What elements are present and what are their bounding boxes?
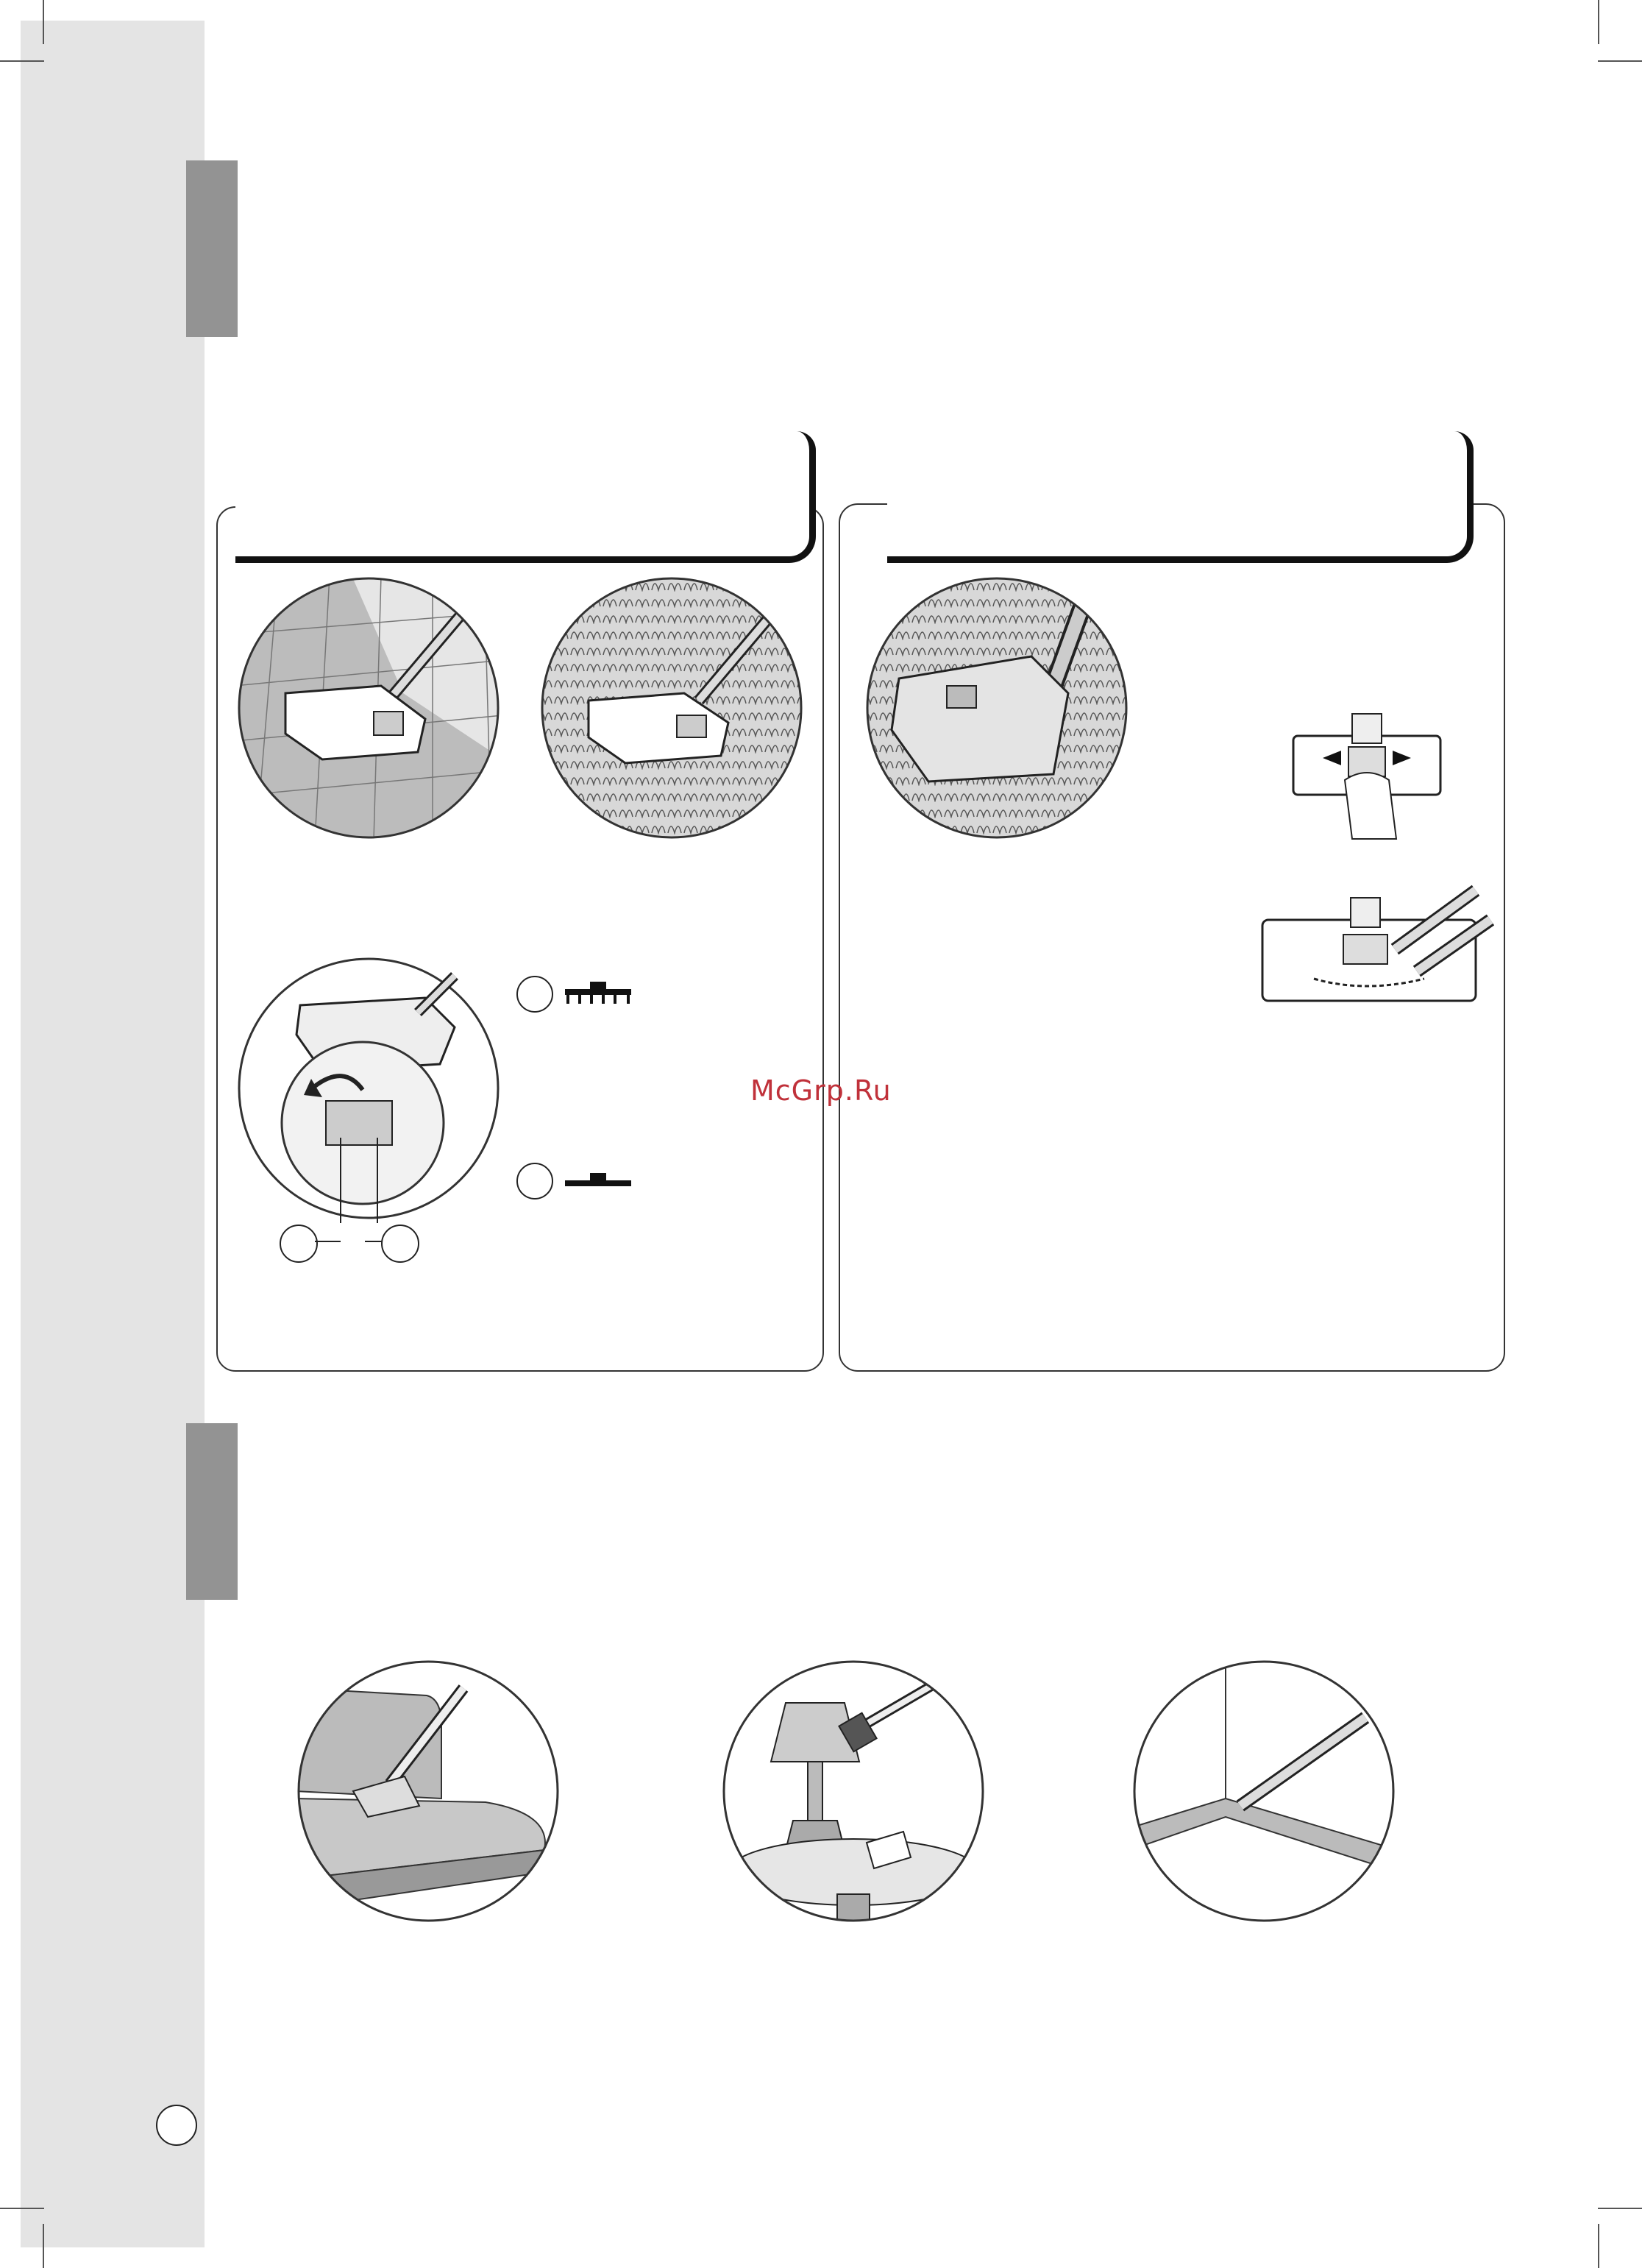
brush-pedal-illustration	[234, 954, 503, 1223]
watermark: McGrp.Ru	[750, 1074, 892, 1107]
hard-floor-brush-illustration	[234, 575, 503, 840]
setting-circle-floor	[516, 1163, 553, 1199]
turbo-brush-panel-header	[887, 431, 1474, 563]
callout-line	[315, 1241, 341, 1242]
upholstery-nozzle-illustration	[294, 1659, 562, 1924]
crop-mark	[1598, 2208, 1642, 2209]
page-sidebar	[21, 21, 205, 2247]
turbo-brush-release-illustration	[1279, 706, 1455, 846]
carpet-brush-illustration	[537, 575, 806, 840]
crop-mark	[1598, 60, 1642, 62]
crevice-tool-illustration	[1130, 1659, 1398, 1924]
callout-circle-left	[280, 1225, 318, 1263]
crop-mark	[1598, 0, 1599, 44]
callout-line	[365, 1241, 383, 1242]
floor-brush-panel-header	[235, 431, 816, 563]
crop-mark	[43, 0, 44, 44]
turbo-brush-roller-illustration	[1255, 876, 1498, 1016]
section-tab-2	[186, 1423, 238, 1600]
setting-circle-carpet	[516, 976, 553, 1013]
flat-brush-icon	[565, 1170, 631, 1192]
circle-outline-icon	[156, 2105, 197, 2146]
section-tab-1	[186, 160, 238, 337]
callout-circle-right	[381, 1225, 419, 1263]
crop-mark	[0, 2208, 44, 2209]
turbo-brush-illustration	[862, 575, 1131, 840]
crop-mark	[0, 60, 44, 62]
dusting-brush-illustration	[719, 1659, 987, 1924]
crop-mark	[43, 2224, 44, 2268]
crop-mark	[1598, 2224, 1599, 2268]
comb-brush-raised-icon	[565, 979, 631, 1008]
